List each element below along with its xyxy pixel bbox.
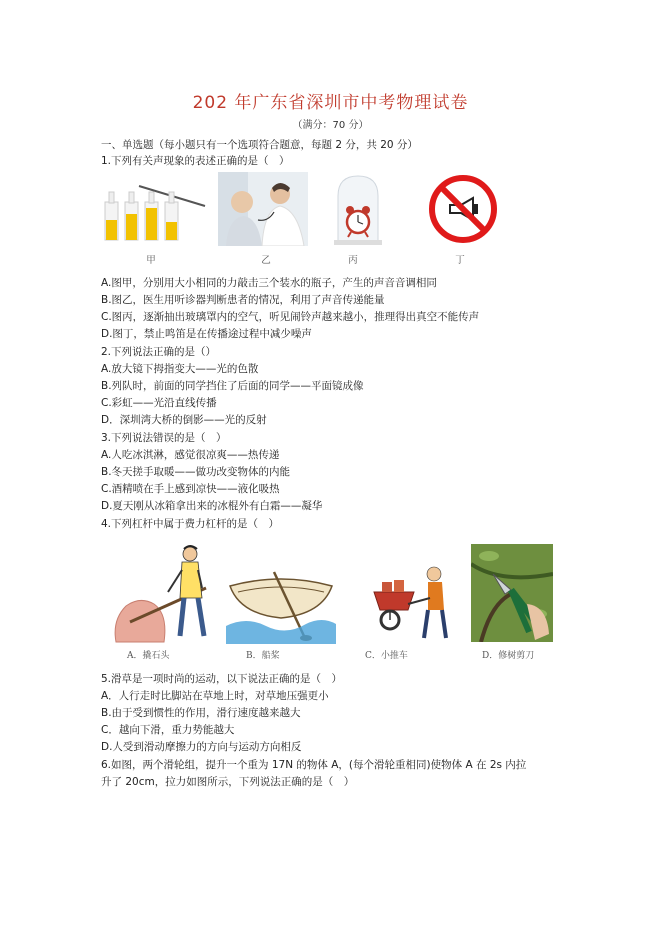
q1-option-d: D.图丁，禁止鸣笛是在传播途过程中减少噪声 — [101, 328, 312, 340]
boat-oar-image — [226, 566, 336, 644]
q2-option-a: A.放大镜下拇指变大——光的色散 — [101, 363, 259, 375]
q3-option-d: D.夏天刚从冰箱拿出来的冰棍外有白霜——凝华 — [101, 500, 323, 512]
q3-option-c: C.酒精喷在手上感到凉快——液化吸热 — [101, 483, 280, 495]
q1-option-a: A.图甲，分别用大小相同的力敲击三个装水的瓶子，产生的声音音调相同 — [101, 277, 437, 289]
q1-option-c: C.图丙，逐渐抽出玻璃罩内的空气，听见闹铃声越来越小，推理得出真空不能传声 — [101, 311, 480, 323]
q5-stem: 5.滑草是一项时尚的运动，以下说法正确的是（ ） — [101, 673, 343, 685]
q6-stem-line2: 升了 20cm，拉力如图所示，下列说法正确的是（ ） — [101, 776, 355, 788]
prying-stone-image — [110, 540, 220, 645]
q3-option-b: B.冬天搓手取暖——做功改变物体的内能 — [101, 466, 291, 478]
bottles-image — [101, 172, 206, 250]
q1-stem: 1.下列有关声现象的表述正确的是（ ） — [101, 155, 290, 167]
exam-title: 202 年广东省深圳市中考物理试卷 — [192, 93, 469, 113]
q2-option-c: C.彩虹——光沿直线传播 — [101, 397, 217, 409]
bell-jar-image — [330, 170, 386, 246]
q3-option-a: A.人吃冰淇淋，感觉很凉爽——热传递 — [101, 449, 280, 461]
exam-score: （满分：70 分） — [292, 120, 369, 131]
q6-stem-line1: 6.如图，两个滑轮组，提升一个重为 17N 的物体 A，(每个滑轮重相同)使物体 A 在 2s 内拉 — [101, 759, 527, 771]
no-horn-sign-icon — [428, 174, 498, 244]
q5-option-c: C．越向下滑，重力势能越大 — [101, 724, 235, 736]
q5-option-a: A．人行走时比脚站在草地上时，对草地压强更小 — [101, 690, 329, 702]
caption-bing: 丙 — [348, 255, 358, 266]
q5-option-b: B.由于受到惯性的作用，滑行速度越来越大 — [101, 707, 301, 719]
q2-option-d: D．深圳湾大桥的倒影——光的反射 — [101, 414, 267, 426]
wheelbarrow-image — [368, 564, 458, 644]
q2-option-b: B.列队时，前面的同学挡住了后面的同学——平面镜成像 — [101, 380, 364, 392]
q4-caption-a: A．撬石头 — [127, 651, 170, 661]
q2-stem: 2.下列说法正确的是（） — [101, 346, 217, 358]
q3-stem: 3.下列说法错误的是（ ） — [101, 432, 227, 444]
q4-caption-b: B．船桨 — [246, 651, 280, 661]
q1-option-b: B.图乙，医生用听诊器判断患者的情况，利用了声音传递能量 — [101, 294, 385, 306]
doctor-image — [218, 172, 308, 246]
caption-yi: 乙 — [261, 255, 271, 266]
caption-jia: 甲 — [146, 255, 156, 266]
section-heading: 一、单选题（每小题只有一个选项符合题意，每题 2 分，共 20 分） — [101, 139, 418, 151]
caption-ding: 丁 — [455, 255, 465, 266]
pruning-shears-image — [471, 544, 553, 642]
q5-option-d: D.人受到滑动摩擦力的方向与运动方向相反 — [101, 741, 302, 753]
q4-stem: 4.下列杠杆中属于费力杠杆的是（ ） — [101, 518, 280, 530]
q4-caption-d: D．修树剪刀 — [482, 651, 535, 661]
q4-caption-c: C．小推车 — [365, 651, 408, 661]
